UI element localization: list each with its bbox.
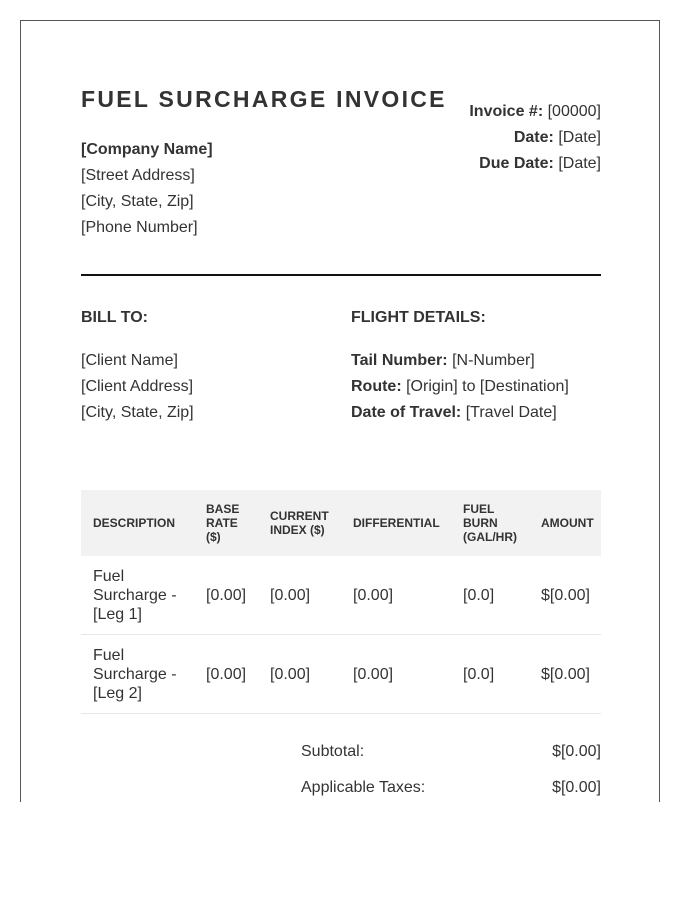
cell-amount: $[0.00] [529,635,601,714]
route-label: Route: [351,378,402,395]
due-date-label: Due Date: [479,155,554,172]
invoice-date-line [469,125,601,151]
header-fuel-burn: FUEL BURN (GAL/HR) [451,490,529,556]
subtotal-label: Subtotal: [301,743,365,760]
route-value: [Origin] to [Destination] [406,378,569,395]
header-description: DESCRIPTION [81,490,194,556]
cell-base-rate: [0.00] [194,556,258,635]
taxes-row [301,777,601,802]
due-date-value: [Date] [558,155,601,172]
cell-amount: $[0.00] [529,556,601,635]
header-divider [81,274,601,276]
cell-description: Fuel Surcharge - [Leg 1] [81,556,194,635]
header-base-rate: BASE RATE ($) [194,490,258,556]
cell-current-index: [0.00] [258,556,341,635]
invoice-date-value: [Date] [558,129,601,146]
cell-current-index: [0.00] [258,635,341,714]
bill-to-heading: BILL TO: [81,309,148,326]
invoice-number-line [469,99,601,125]
travel-date-value: [Travel Date] [465,404,557,421]
client-name: [Client Name] [81,352,178,369]
table-row [81,635,601,714]
travel-date-line [351,400,611,426]
due-date-line [469,151,601,177]
subtotal-value: $[0.00] [552,743,601,760]
tail-number-value: [N-Number] [452,352,535,369]
company-street: [Street Address] [81,167,195,184]
cell-fuel-burn: [0.0] [451,556,529,635]
cell-description: Fuel Surcharge - [Leg 2] [81,635,194,714]
invoice-meta [469,99,601,177]
route-line [351,374,611,400]
subtotal-row [301,741,601,777]
taxes-label: Applicable Taxes: [301,779,426,796]
totals-section [301,741,601,802]
company-phone: [Phone Number] [81,219,198,236]
cell-fuel-burn: [0.0] [451,635,529,714]
company-info [81,137,213,241]
client-city: [City, State, Zip] [81,404,194,421]
table-row [81,556,601,635]
invoice-title: FUEL SURCHARGE INVOICE [81,86,447,112]
header-amount: AMOUNT [529,490,601,556]
invoice-page [20,20,660,802]
tail-number-label: Tail Number: [351,352,448,369]
header-current-index: CURRENT INDEX ($) [258,490,341,556]
invoice-number-label: Invoice #: [469,103,544,120]
header-differential: DIFFERENTIAL [341,490,451,556]
tail-number-line [351,348,611,374]
table-header-row [81,490,601,556]
company-city: [City, State, Zip] [81,193,194,210]
invoice-number-value: [00000] [547,103,601,120]
cell-differential: [0.00] [341,556,451,635]
flight-details-section [351,309,611,426]
taxes-value: $[0.00] [552,779,601,796]
client-address: [Client Address] [81,378,194,395]
line-items-table [81,490,601,714]
company-name: [Company Name] [81,141,213,158]
bill-to-section [81,309,341,426]
invoice-date-label: Date: [513,129,554,146]
cell-base-rate: [0.00] [194,635,258,714]
cell-differential: [0.00] [341,635,451,714]
travel-date-label: Date of Travel: [351,404,462,421]
flight-details-heading: FLIGHT DETAILS: [351,309,486,326]
